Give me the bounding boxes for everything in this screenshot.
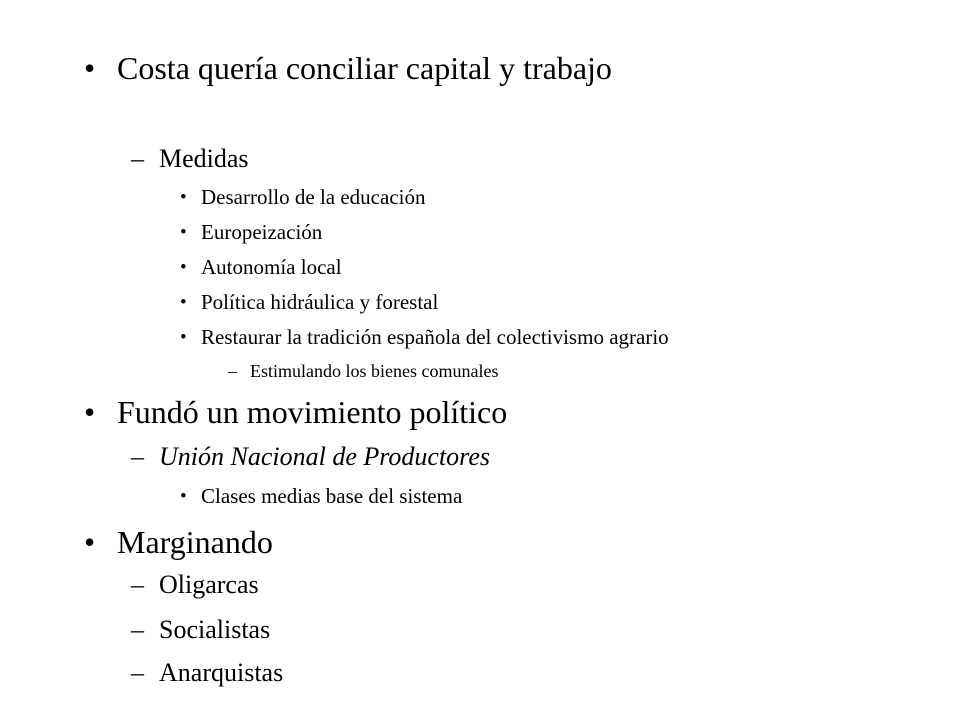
subsub-item-text: Autonomía local [201, 255, 342, 279]
sub-item-text: Medidas [159, 144, 249, 173]
sub-item-text: Oligarcas [159, 570, 259, 599]
dash-marker: – [131, 570, 144, 599]
bullet-text: Fundó un movimiento político [117, 394, 508, 430]
bullet-marker: • [180, 257, 187, 278]
bullet-marker: • [180, 222, 187, 243]
dash-marker: – [131, 615, 144, 644]
subsub-item-text: Clases medias base del sistema [201, 484, 463, 508]
sub-item-text: Anarquistas [159, 658, 284, 687]
bullet-marker: • [84, 50, 96, 86]
bullet-marker: • [84, 394, 96, 430]
subsub-item-text: Restaurar la tradición española del colectivismo agrario [201, 325, 669, 349]
bullet-marker: • [84, 524, 96, 560]
sub-item-text: Socialistas [159, 615, 271, 644]
subsub-item-text: Desarrollo de la educación [201, 185, 426, 209]
dash-marker: – [131, 144, 144, 173]
bullet-marker: • [180, 486, 187, 507]
bullet-marker: • [180, 327, 187, 348]
subsub-item-text: Política hidráulica y forestal [201, 290, 439, 314]
bullet-text: Marginando [117, 524, 273, 560]
sub-item-text: Unión Nacional de Productores [159, 442, 490, 471]
dash-marker: – [131, 658, 144, 687]
bullet-marker: • [180, 292, 187, 313]
bullet-marker: • [180, 187, 187, 208]
dash-marker: – [228, 361, 237, 381]
bullet-text: Costa quería conciliar capital y trabajo [117, 50, 612, 86]
level4-item-text: Estimulando los bienes comunales [250, 361, 499, 381]
dash-marker: – [131, 442, 144, 471]
subsub-item-text: Europeización [201, 220, 323, 244]
